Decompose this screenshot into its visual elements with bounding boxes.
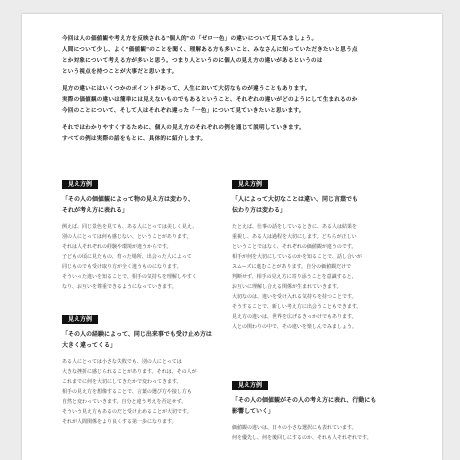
- text-line: 今回のことについて、そして人はそれぞれ違った「一色」について見ていきたいと思います。: [62, 108, 305, 114]
- section-body: [232, 423, 392, 443]
- body-line: ということではなく、それぞれの価値観が違うのです。: [232, 244, 357, 250]
- quote-line: 「人によって大切なことは違い、同じ言葉でも: [232, 196, 359, 203]
- body-line: ある人にとっては小さな失敗でも、別の人にとっては: [62, 359, 182, 365]
- example-section-4: [232, 372, 392, 443]
- section-tag: 見え方例: [62, 315, 98, 324]
- body-line: なり、お互いを尊重できるようになっていきます。: [62, 284, 177, 290]
- quote-line: 「その人の経験によって、同じ出来事でも受け止め方は: [62, 331, 212, 338]
- quote-line: 大きく違ってくる」: [62, 342, 117, 349]
- section-quote: [62, 194, 222, 216]
- section-body: [62, 357, 222, 427]
- body-line: それが人間関係をより良くする第一歩になります。: [62, 419, 177, 425]
- body-line: たとえば、仕事の話をしているときに、ある人は結果を: [232, 224, 358, 230]
- body-line: 自然と変わっていきます。自分と違う考えを否定せず、: [62, 399, 187, 405]
- example-section-1: [62, 171, 222, 292]
- section-quote: [62, 329, 222, 351]
- text-line: すべての例は実際の話をもとに、具体的に紹介します。: [62, 136, 207, 142]
- quote-line: それが考え方に表れる」: [62, 207, 129, 214]
- document-page: [22, 14, 442, 460]
- text-line: とか対象について考える方が多いと思う。つまり人というのに個人の見え方の違いがあるというのは: [62, 58, 323, 64]
- body-line: 子どもの頃に見たもの、育った場所、出会った人によって: [62, 254, 192, 260]
- section-body: [62, 222, 222, 292]
- body-line: 例えば、同じ景色を見ても、ある人にとっては美しく見え、: [62, 224, 198, 230]
- body-line: そうすることで、新しい考え方に出会うこともできます。: [232, 304, 362, 310]
- section-tag: 見え方例: [62, 180, 98, 189]
- section-tag: 見え方例: [232, 381, 268, 390]
- body-line: 大切なのは、違いを受け入れる気持ちを持つことです。: [232, 294, 357, 300]
- section-tag: 見え方例: [232, 180, 268, 189]
- section-quote: [232, 194, 392, 216]
- example-section-3: [232, 171, 392, 332]
- body-line: 別の人にとっては何も感じない、ということがあります。: [62, 234, 192, 240]
- intro-paragraph-3: [62, 123, 408, 145]
- quote-line: 伝わり方は変わる」: [232, 207, 287, 214]
- text-line: 見方の違いにはいくつかのポイントがあって、人生において大切なものが違うこともあります。: [62, 86, 311, 92]
- section-body: [232, 222, 392, 332]
- example-section-2: [62, 306, 222, 427]
- body-line: 重視し、ある人は過程を大切にします。どちらが正しい: [232, 234, 357, 240]
- body-line: これまでに何を大切にしてきたかで変わってきます。: [62, 379, 182, 385]
- quote-line: 「その人の価値観によって物の見え方は変わり、: [62, 196, 195, 203]
- section-quote: [232, 395, 392, 417]
- text-line: 実際の価値観の違いは簡単には見えないものでもあるということ、それぞれの違いがどのようにして生まれるのか: [62, 97, 358, 103]
- body-line: それは人それぞれの経験や環境が違うからです。: [62, 244, 172, 250]
- body-line: 価値観の違いは、日々の小さな選択にも表れています。: [232, 425, 357, 431]
- body-line: 何を優先し、何を後回しにするのか、それも人それぞれです。: [232, 435, 372, 441]
- body-line: 判断せず、相手の見え方に寄り添うことを意識すると、: [232, 274, 357, 280]
- body-line: 同じものでも受け取り方が全く違うものになります。: [62, 264, 182, 270]
- intro-text: [62, 34, 408, 151]
- quote-line: 影響していく」: [232, 408, 275, 415]
- body-line: スムーズに進むことがあります。自分の価値観だけで: [232, 264, 352, 270]
- text-line: それではわかりやすくするために、個人の見え方のそれぞれの例を通じて説明していきます。: [62, 125, 305, 131]
- quote-line: 「その人の価値観がその人の考え方に表れ、行動にも: [232, 397, 377, 404]
- intro-paragraph-1: [62, 34, 408, 78]
- body-line: 相手が何を大切にしているのかを知ることで、話し合いが: [232, 254, 362, 260]
- text-line: という視点を持つことが大事だと思います。: [62, 69, 178, 75]
- body-line: お互いに理解し合える関係が生まれていきます。: [232, 284, 342, 290]
- text-line: 人間について少し、よく"価値観"のことを聞く、理解ある方も多いこと、みなさんに知っていただきたいと思う点: [62, 47, 358, 53]
- body-line: 人との関わりの中で、その違いを楽しんでみましょう。: [232, 324, 357, 330]
- body-line: そういった違いを知ることで、相手の気持ちを理解しやすく: [62, 274, 197, 280]
- body-line: 大きな挫折に感じられることがあります。それは、その人が: [62, 369, 197, 375]
- body-line: 見え方の違いは、世界を広げるきっかけでもあります。: [232, 314, 357, 320]
- body-line: そういう見え方もあるのだと受け止めることが大切です。: [62, 409, 192, 415]
- intro-paragraph-2: [62, 84, 408, 117]
- text-line: 今回は人の価値観や考え方を反映される"個人的"の「ゼロ一色」の違いについて見てみましょう。: [62, 36, 318, 42]
- body-line: 相手の見え方を想像することで、言葉の選び方や接し方も: [62, 389, 192, 395]
